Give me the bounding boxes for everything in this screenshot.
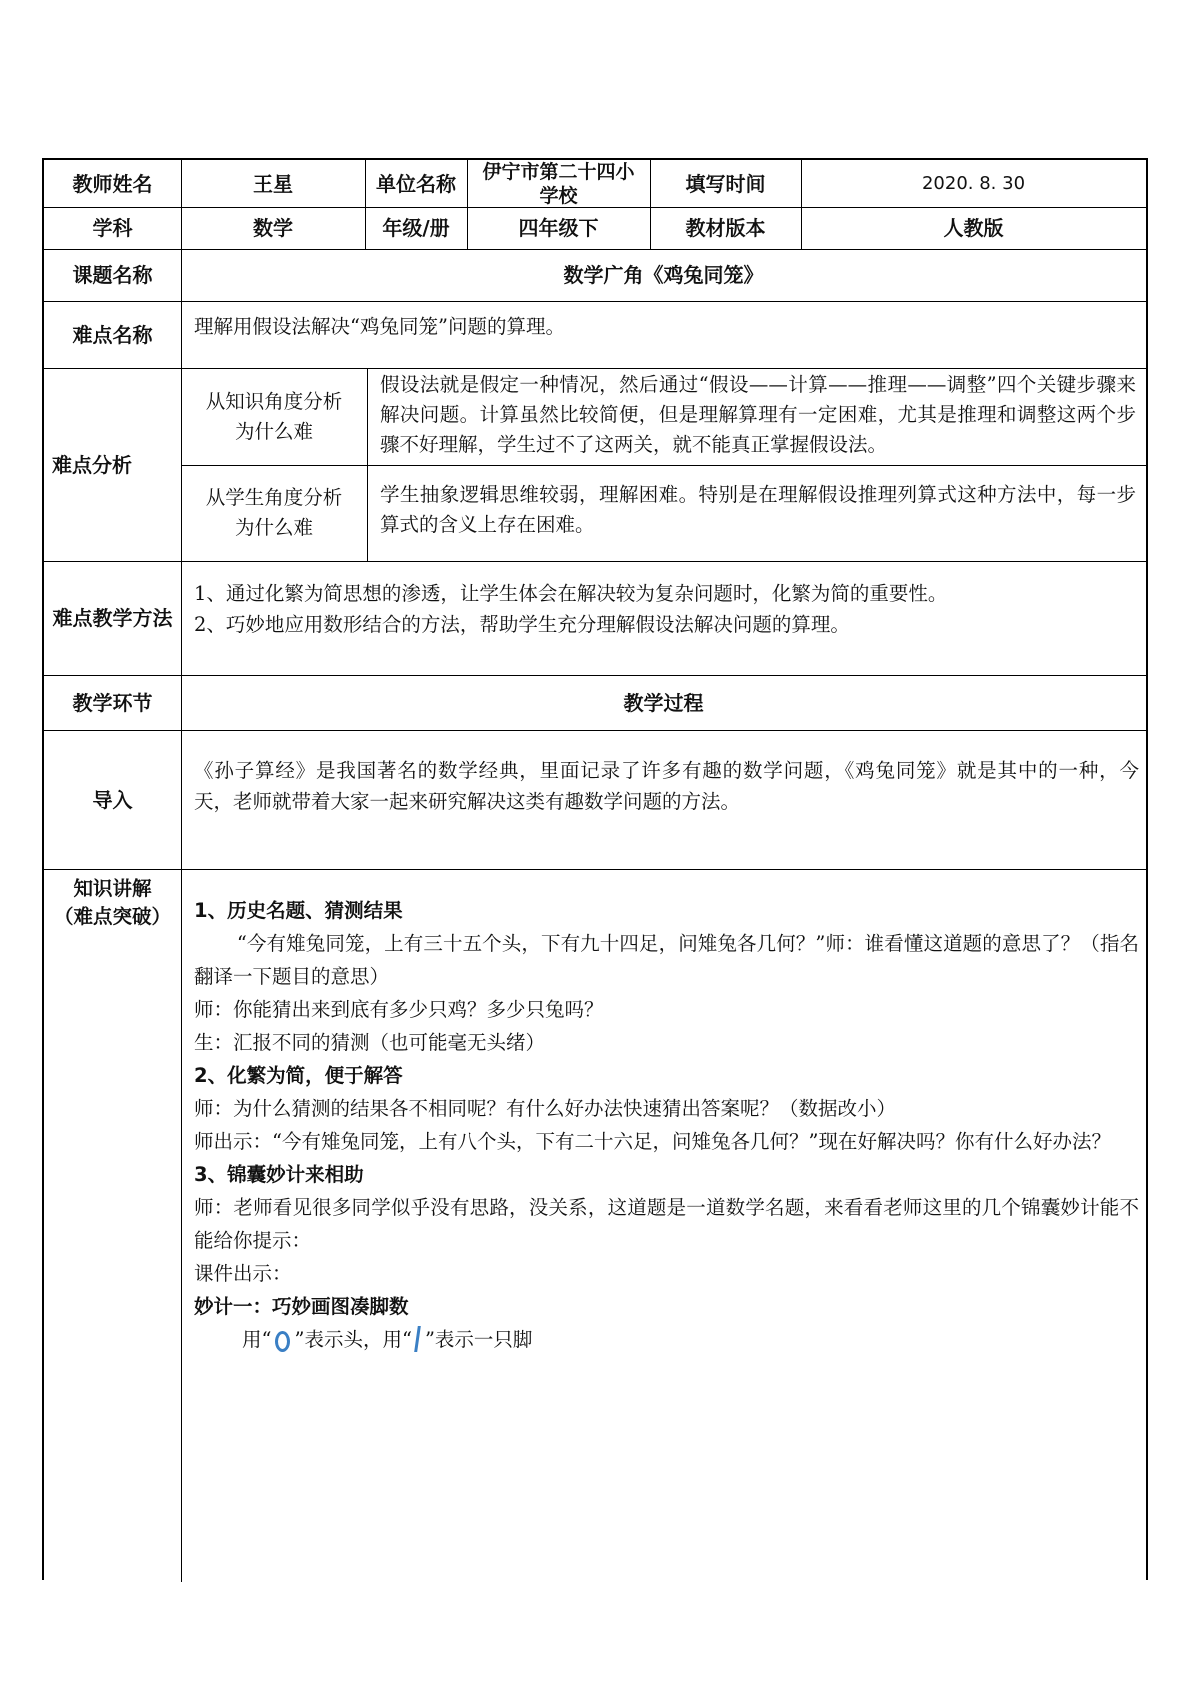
symbol-legend bbox=[194, 1323, 1139, 1356]
method-item: 1、通过化繁为简思想的渗透，让学生体会在解决较为复杂问题时，化繁为简的重要性。 bbox=[194, 582, 948, 605]
grade-label: 年级/册 bbox=[382, 216, 450, 240]
grade-value: 四年级下 bbox=[518, 216, 599, 240]
legend-text: ”表示一只脚 bbox=[424, 1328, 533, 1351]
difficulty-label: 难点名称 bbox=[72, 322, 153, 347]
subject-value: 数学 bbox=[253, 216, 293, 240]
knowledge-angle-text: 假设法就是假定一种情况，然后通过“假设——计算——推理——调整”四个关键步骤来解决问题。计算虽然比较简便，但是理解算理有一定困难，尤其是推理和调整这两个步骤不好理解，学生过不了这两关，就不能真正掌握假设法。 bbox=[380, 373, 1136, 456]
knowledge-label-line1: 知识讲解 bbox=[73, 877, 152, 900]
unit-value: 伊宁市第二十四小学校 bbox=[482, 160, 635, 207]
foot-stroke-icon bbox=[414, 1326, 421, 1352]
teacher-value: 王星 bbox=[253, 171, 293, 196]
method-item: 2、巧妙地应用数形结合的方法，帮助学生充分理解假设法解决问题的算理。 bbox=[194, 613, 850, 636]
unit-label: 单位名称 bbox=[376, 171, 456, 196]
paragraph: 师：你能猜出来到底有多少只鸡？多少只兔吗？ bbox=[194, 998, 604, 1021]
paragraph: 生：汇报不同的猜测（也可能毫无头绪） bbox=[194, 1031, 546, 1054]
section-heading: 妙计一：巧妙画图凑脚数 bbox=[194, 1295, 409, 1318]
head-circle-icon bbox=[275, 1331, 290, 1352]
section-heading: 1、历史名题、猜测结果 bbox=[194, 899, 403, 922]
stage-header: 教学环节 bbox=[72, 690, 153, 715]
paragraph: “今有雉兔同笼，上有三十五个头，下有九十四足，问雉兔各几何？”师：谁看懂这道题的意思了？（指名翻译一下题目的意思） bbox=[194, 932, 1139, 988]
row-divider bbox=[44, 561, 1146, 562]
paragraph: 师：老师看见很多同学似乎没有思路，没关系，这道题是一道数学名题，来看看老师这里的几个锦囊妙计能不能给你提示： bbox=[194, 1196, 1139, 1252]
intro-label: 导入 bbox=[92, 787, 133, 812]
date-label: 填写时间 bbox=[685, 171, 766, 196]
teacher-label: 教师姓名 bbox=[72, 171, 153, 196]
col-divider bbox=[367, 368, 368, 561]
methods-list bbox=[194, 578, 1139, 668]
legend-text: 用“ bbox=[242, 1328, 272, 1351]
row-divider bbox=[44, 869, 1146, 870]
intro-text: 《孙子算经》是我国著名的数学经典，里面记录了许多有趣的数学问题，《鸡兔同笼》就是其中的一种，今天，老师就带着大家一起来研究解决这类有趣数学问题的方法。 bbox=[194, 759, 1139, 813]
process-header: 教学过程 bbox=[623, 690, 704, 715]
methods-label: 难点教学方法 bbox=[52, 606, 173, 630]
subject-label: 学科 bbox=[92, 216, 133, 240]
difficulty-value: 理解用假设法解决“鸡兔同笼”问题的算理。 bbox=[194, 315, 565, 338]
lesson-plan-table bbox=[42, 158, 1148, 1580]
edition-value: 人教版 bbox=[943, 216, 1004, 240]
section-heading: 2、化繁为简，便于解答 bbox=[194, 1064, 403, 1087]
knowledge-angle-label: 从知识角度分析为什么难 bbox=[205, 389, 343, 443]
section-heading: 3、锦囊妙计来相助 bbox=[194, 1163, 364, 1186]
topic-label: 课题名称 bbox=[72, 263, 153, 287]
analysis-label: 难点分析 bbox=[52, 452, 132, 477]
paragraph: 课件出示： bbox=[194, 1262, 292, 1285]
edition-label: 教材版本 bbox=[685, 216, 766, 240]
topic-value: 数学广角《鸡兔同笼》 bbox=[563, 263, 764, 287]
row-divider bbox=[44, 730, 1146, 731]
student-angle-label: 从学生角度分析为什么难 bbox=[205, 486, 343, 539]
paragraph: 师出示：“今有雉兔同笼，上有八个头，下有二十六足，问雉兔各几何？”现在好解决吗？你有什么好办法？ bbox=[194, 1130, 1111, 1153]
knowledge-label bbox=[44, 875, 181, 945]
knowledge-label-line2: （难点突破） bbox=[53, 905, 171, 928]
row-divider bbox=[44, 301, 1146, 302]
student-angle-text: 学生抽象逻辑思维较弱，理解困难。特别是在理解假设推理列算式这种方法中，每一步算式的含义上存在困难。 bbox=[380, 483, 1136, 536]
paragraph: 师：为什么猜测的结果各不相同呢？有什么好办法快速猜出答案呢？（数据改小） bbox=[194, 1097, 897, 1120]
legend-text: ”表示头，用“ bbox=[294, 1328, 412, 1351]
knowledge-content bbox=[194, 894, 1139, 1579]
date-value: 2020. 8. 30 bbox=[921, 172, 1026, 194]
